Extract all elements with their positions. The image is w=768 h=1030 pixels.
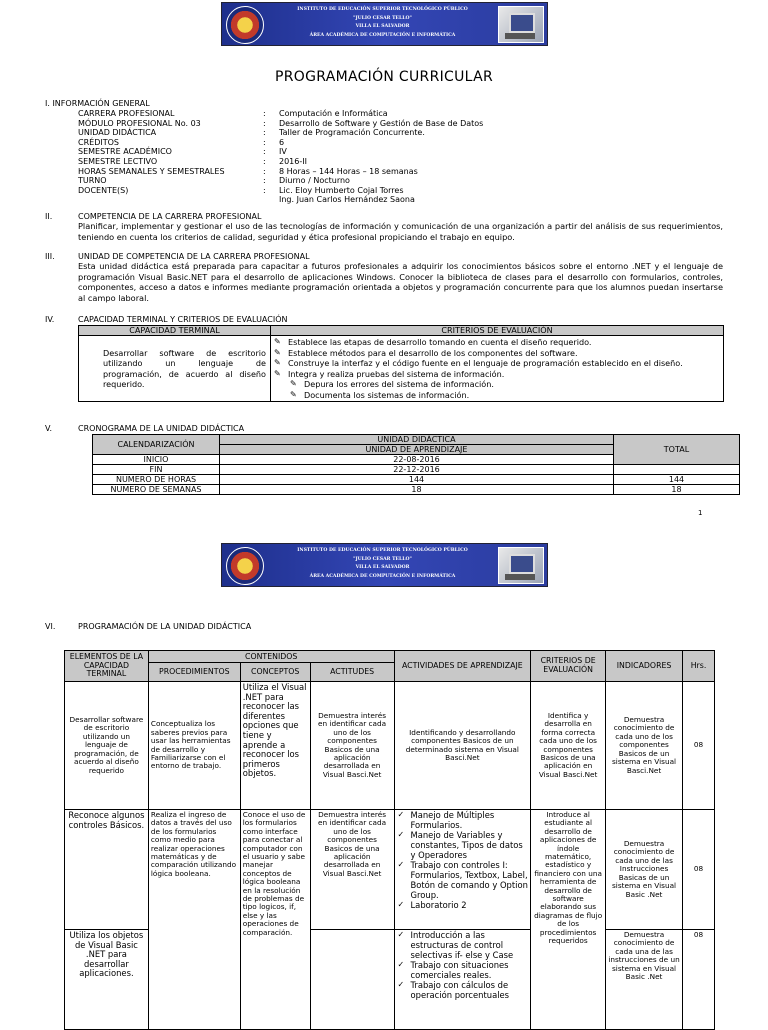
info-label: MÓDULO PROFESIONAL No. 03 (78, 118, 201, 128)
info-sep: : (263, 157, 266, 166)
row1-elemento: Desarrollar software de escritorio utilizando un lenguaje de programación, de acuerdo al diseño requerido (65, 682, 149, 810)
section-6-num: VI. (45, 622, 56, 631)
info-value: 8 Horas – 144 Horas – 18 semanas (279, 166, 418, 176)
row1-actitud: Demuestra interés en identificar cada uno de los componentes Basicos de una aplicación desarrollada en Visual Basci.Net (310, 682, 394, 810)
info-label: TURNO (78, 176, 107, 186)
row2-indicador: Demuestra conocimiento de cada uno de las Instrucciones Basicas de un sistema en Visual Basic .Net (606, 810, 683, 930)
info-value: 2016-II (279, 157, 307, 166)
col-actitudes: ACTITUDES (310, 663, 394, 682)
info-value: Ing. Juan Carlos Hernández Saona (279, 195, 415, 205)
col-elementos: ELEMENTOS DE LA CAPACIDAD TERMINAL (65, 651, 149, 682)
info-sep: : (263, 118, 266, 128)
info-sep: : (263, 176, 266, 186)
row3-elemento: Utiliza los objetos de Visual Basic .NET para desarrollar aplicaciones. (65, 930, 149, 1030)
info-sep: : (263, 147, 266, 157)
row2-hrs: 08 (683, 810, 715, 930)
capacity-table (78, 325, 724, 402)
section-4-heading: CAPACIDAD TERMINAL Y CRITERIOS DE EVALUACIÓN (78, 315, 288, 324)
header-banner-page-2 (221, 543, 548, 587)
criterios-cell (271, 336, 724, 402)
list-item: ✎ Establece métodos para el desarrollo de los componentes del software. (274, 348, 720, 359)
list-item: ✓ Manejo de Variables y constantes, Tipos de datos y Operadores (397, 830, 529, 860)
row3-hrs: 08 (683, 930, 715, 1030)
programacion-table (64, 650, 715, 1030)
col-capacidad-terminal: CAPACIDAD TERMINAL (79, 326, 271, 336)
schedule-total: 144 (614, 475, 740, 485)
col-conceptos: CONCEPTOS (240, 663, 310, 682)
row1-indicador: Demuestra conocimiento de cada uno de los componentes Basicos de un sistema en Visual Basci.Net (606, 682, 683, 810)
row2-concepto: Conoce el uso de los formularios como interface para conectar al computador con el usuario y sabe manejar conceptos de lógica booleana en la resolución de problemas de tipo logicos, if, else y las operaciones de comparación. (240, 810, 310, 1030)
info-value: Diurno / Nocturno (279, 176, 350, 186)
info-sep: : (263, 185, 266, 195)
info-label: CARRERA PROFESIONAL (78, 109, 175, 118)
section-5-heading: CRONOGRAMA DE LA UNIDAD DIDÁCTICA (78, 424, 245, 433)
info-sep: : (263, 128, 266, 138)
unidad-aprendizaje-header: UNIDAD DE APRENDIZAJE (220, 445, 614, 455)
list-item: ✎ Integra y realiza pruebas del sistema de información. (274, 369, 720, 380)
row3-actividades (394, 930, 531, 1030)
info-value: Desarrollo de Software y Gestión de Base de Datos (279, 118, 484, 128)
list-item: ✎ Establece las etapas de desarrollo tomando en cuenta el diseño requerido. (274, 337, 720, 348)
list-item: ✓ Introducción a las estructuras de control selectivas if- else y Case (397, 930, 529, 960)
total-header: TOTAL (614, 435, 740, 465)
schedule-label: NUMERO DE SEMANAS (93, 485, 220, 495)
info-sep: : (263, 137, 266, 147)
computer-image-icon (498, 547, 544, 584)
institute-seal-icon (226, 6, 264, 44)
capacidad-terminal-text: Desarrollar software de escritorio utilizando un lenguaje de programación, de acuerdo al diseño requerido. (79, 336, 271, 402)
row2-criterio: Introduce al estudiante al desarrollo de aplicaciones de índole matemático, estadístico y financiero con una herramienta de desarrollo de software elaborando sus diagramas de flujo de los procedimientos requeridos (531, 810, 606, 1030)
section-1-heading: I. INFORMACIÓN GENERAL (45, 99, 150, 108)
row1-concepto: Utiliza el Visual .NET para reconocer las diferentes opciones que tiene y aprende a reconocer los primeros objetos. (240, 682, 310, 810)
section-3-heading: UNIDAD DE COMPETENCIA DE LA CARRERA PROFESIONAL (78, 252, 310, 261)
row3-indicador: Demuestra conocimiento de cada una de las instrucciones de un sistema en Visual Basic .Net (606, 930, 683, 1030)
row1-actividad: Identificando y desarrollando componentes Basicos de un determinado sistema en Visual Basci.Net (394, 682, 531, 810)
info-value: 6 (279, 137, 285, 147)
section-6-heading: PROGRAMACIÓN DE LA UNIDAD DIDÁCTICA (78, 622, 252, 631)
row2-actividades (394, 810, 531, 930)
section-4-num: IV. (45, 315, 55, 324)
banner-text: INSTITUTO DE EDUCACIÓN SUPERIOR TECNOLÓGICO PÚBLICO "JULIO CESAR TELLO" VILLA EL SALVADOR ÁREA ACADÉMICA DE COMPUTACIÓN E INFORMÁTICA (297, 7, 468, 38)
col-criterios-evaluacion: CRITERIOS DE EVALUACIÓN (271, 326, 724, 336)
general-info (0, 109, 768, 209)
schedule-label: FIN (93, 465, 220, 475)
info-label: UNIDAD DIDÁCTICA (78, 128, 157, 138)
list-item: ✓ Trabajo con situaciones comerciales reales. (397, 960, 529, 980)
header-banner (221, 2, 548, 46)
schedule-value: 144 (220, 475, 614, 485)
row3-activities-list (397, 930, 529, 1000)
info-label: CRÉDITOS (78, 137, 119, 147)
info-value: Computación e Informática (279, 109, 388, 118)
row2-actitud: Demuestra interés en identificar cada uno de los componentes Basicos de una aplicación desarrollada en Visual Basci.Net (310, 810, 394, 930)
info-sep: : (263, 109, 266, 118)
col-procedimientos: PROCEDIMIENTOS (148, 663, 240, 682)
schedule-table (92, 434, 740, 495)
computer-image-icon (498, 6, 544, 43)
col-criterios: CRITERIOS DE EVALUACIÓN (531, 651, 606, 682)
criterios-list (274, 337, 720, 400)
col-hrs: Hrs. (683, 651, 715, 682)
col-indicadores: INDICADORES (606, 651, 683, 682)
row1-procedimiento: Conceptualiza los saberes previos para usar las herramientas de desarrollo y Familiarizarse con el entorno de trabajo. (148, 682, 240, 810)
info-label: HORAS SEMANALES Y SEMESTRALES (78, 166, 225, 176)
schedule-value: 18 (220, 485, 614, 495)
row1-hrs: 08 (683, 682, 715, 810)
schedule-label: NUMERO DE HORAS (93, 475, 220, 485)
info-label: DOCENTE(S) (78, 185, 129, 195)
schedule-total: 18 (614, 485, 740, 495)
info-label: SEMESTRE ACADÉMICO (78, 147, 172, 157)
schedule-total (614, 465, 740, 475)
list-item: ✎ Construye la interfaz y el código fuente en el lenguaje de programación establecido en el diseño. (274, 358, 720, 369)
col-contenidos: CONTENIDOS (148, 651, 394, 663)
row2-elemento: Reconoce algunos controles Básicos. (65, 810, 149, 930)
page-title: PROGRAMACIÓN CURRICULAR (275, 69, 493, 85)
list-item: ✓ Trabajo con controles I: Formularios, Textbox, Label, Botón de comando y Option Group. (397, 860, 529, 900)
list-item: ✓ Laboratorio 2 (397, 900, 529, 910)
calendar-header: CALENDARIZACIÓN (93, 435, 220, 455)
list-item: ✓ Trabajo con cálculos de operación porcentuales (397, 980, 529, 1000)
section-3-num: III. (45, 252, 55, 261)
section-5-num: V. (45, 424, 52, 433)
page-number: 1 (698, 509, 703, 517)
list-item: ✎ Depura los errores del sistema de información. (274, 379, 720, 390)
row2-procedimiento: Realiza el ingreso de datos a través del uso de los formularios como medio para realizar operaciones matemáticas y de comparación utilizando lógica booleana. (148, 810, 240, 1030)
info-value: IV (279, 147, 287, 157)
schedule-label: INICIO (93, 455, 220, 465)
row1-criterio: Identifica y desarrolla en forma correcta cada uno de los componentes Basicos de una aplicación en Visual Basci.Net (531, 682, 606, 810)
section-3-text: Esta unidad didáctica está preparada para capacitar a futuros profesionales a adquirir los conocimientos básicos sobre el entorno .NET y el lenguaje de programación Visual Basic.NET para el desarrollo de aplicaciones Windows. Conocer la biblioteca de clases para el desarrollo con formularios, controles, componentes, acceso a datos e informes mediante programación orientada a objetos y programación concurrente para que los alumnos puedan insertarse al campo laboral. (78, 261, 723, 303)
info-label: SEMESTRE LECTIVO (78, 157, 158, 166)
schedule-value: 22-08-2016 (220, 455, 614, 465)
list-item: ✎ Documenta los sistemas de información. (274, 390, 720, 401)
schedule-value: 22-12-2016 (220, 465, 614, 475)
list-item: ✓ Manejo de Múltiples Formularios. (397, 810, 529, 830)
institute-seal-icon (226, 547, 264, 585)
col-actividades: ACTIVIDADES DE APRENDIZAJE (394, 651, 531, 682)
info-sep: : (263, 166, 266, 176)
section-2-num: II. (45, 212, 53, 221)
banner-text: INSTITUTO DE EDUCACIÓN SUPERIOR TECNOLÓGICO PÚBLICO "JULIO CESAR TELLO" VILLA EL SALVADOR ÁREA ACADÉMICA DE COMPUTACIÓN E INFORMÁTICA (297, 548, 468, 579)
info-value: Taller de Programación Concurrente. (279, 128, 425, 138)
section-2-heading: COMPETENCIA DE LA CARRERA PROFESIONAL (78, 212, 262, 221)
info-value: Lic. Eloy Humberto Cojal Torres (279, 185, 404, 195)
section-2-text: Planificar, implementar y gestionar el uso de las tecnologías de información y comunicación de una organización a partir del análisis de sus requerimientos, teniendo en cuenta los criterios de calidad, seguridad y ética profesional propiciando el trabajo en equipo. (78, 221, 723, 242)
row2-activities-list (397, 810, 529, 910)
unidad-didactica-header: UNIDAD DIDÁCTICA (220, 435, 614, 445)
row3-actitud (310, 930, 394, 1030)
